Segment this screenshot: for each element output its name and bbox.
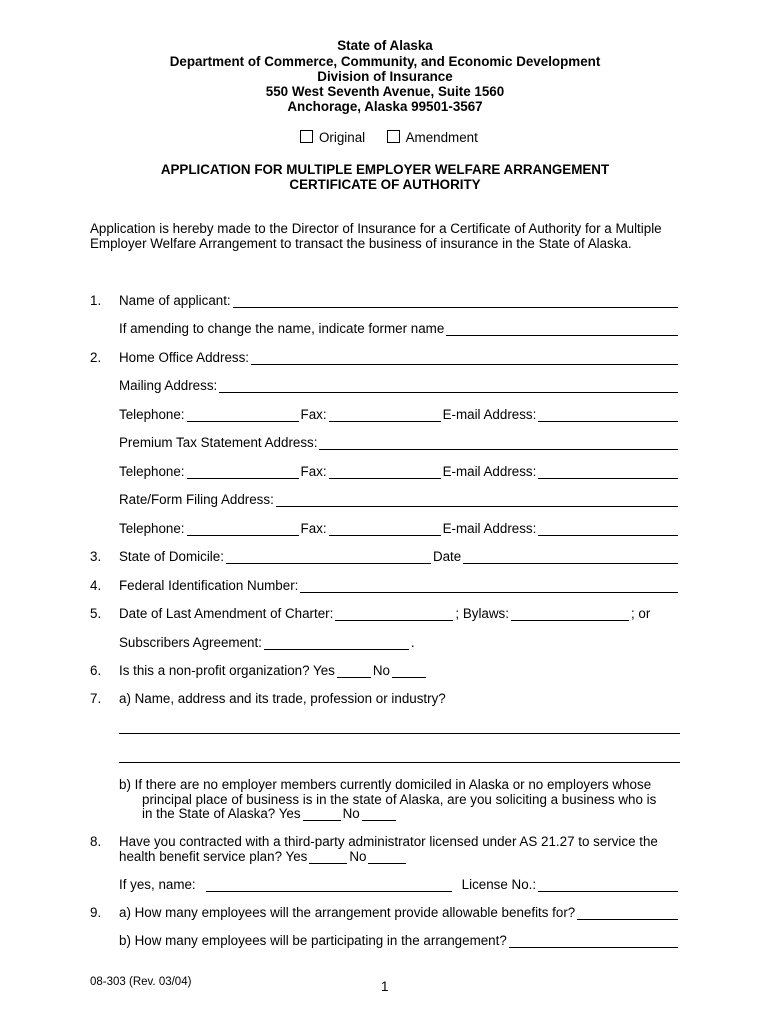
domicile-field[interactable] [226, 551, 431, 564]
intro-paragraph: Application is hereby made to the Director of Insurance for a Certificate of Authority for a Multiple Employer Welfare Arrangement to transact the business of insurance in the State of Alaska. [90, 221, 662, 251]
q7b-yes-field[interactable] [303, 808, 341, 821]
name-applicant-label: Name of applicant: [119, 293, 231, 308]
date-field[interactable] [463, 551, 678, 564]
former-name-label: If amending to change the name, indicate former name [119, 321, 445, 336]
form-title-line1: APPLICATION FOR MULTIPLE EMPLOYER WELFARE ARRANGEMENT [160, 162, 610, 177]
email-field-2[interactable] [538, 466, 678, 479]
tpa-name-field[interactable] [206, 879, 452, 892]
q9b-label: b) How many employees will be participating in the arrangement? [119, 933, 507, 948]
original-checkbox[interactable] [300, 130, 313, 143]
telephone-field-3[interactable] [187, 523, 299, 536]
nonprofit-no-field[interactable] [392, 665, 426, 678]
q8-no-field[interactable] [368, 851, 406, 864]
telephone-label: Telephone: [119, 407, 185, 422]
q7b-no-field[interactable] [362, 808, 396, 821]
page-number: 1 [381, 979, 389, 994]
name-applicant-field[interactable] [233, 295, 678, 308]
original-label: Original [319, 130, 366, 145]
fax-field-1[interactable] [329, 409, 441, 422]
q8-line2: health benefit service plan? Yes [119, 849, 308, 864]
subscribers-label: Subscribers Agreement: [119, 635, 262, 650]
mailing-label: Mailing Address: [119, 378, 218, 393]
rate-form-field[interactable] [276, 494, 678, 507]
home-office-label: Home Office Address: [119, 350, 249, 365]
header-address1: 550 West Seventh Avenue, Suite 1560 [265, 84, 505, 99]
item-number-8: 8. [90, 834, 102, 849]
nonprofit-no-label: No [372, 663, 391, 678]
q7a-answer-line-1[interactable] [119, 733, 680, 734]
premium-tax-label: Premium Tax Statement Address: [119, 435, 318, 450]
home-office-field[interactable] [251, 352, 678, 365]
q7b-line3: in the State of Alaska? Yes [142, 806, 301, 821]
item-number-2: 2. [90, 350, 102, 365]
item-number-1: 1. [90, 293, 102, 308]
fax-label: Fax: [300, 464, 327, 479]
header-department: Department of Commerce, Community, and Economic Development [169, 54, 601, 69]
application-type [300, 130, 478, 145]
mailing-field[interactable] [219, 380, 678, 393]
header-division: Division of Insurance [317, 69, 453, 84]
amend-charter-label: Date of Last Amendment of Charter: [119, 606, 334, 621]
q7b-line1: b) If there are no employer members currently domiciled in Alaska or no employers whose [119, 777, 652, 792]
fax-field-3[interactable] [329, 523, 441, 536]
former-name-field[interactable] [446, 323, 678, 336]
fax-label: Fax: [300, 407, 327, 422]
fax-field-2[interactable] [329, 466, 441, 479]
telephone-label: Telephone: [119, 464, 185, 479]
q7a-label: a) Name, address and its trade, profession or industry? [119, 691, 446, 706]
nonprofit-yes-field[interactable] [337, 665, 371, 678]
or-label: ; or [630, 606, 651, 621]
q8-no-label: No [349, 849, 367, 864]
if-yes-label: If yes, name: [119, 877, 196, 892]
fax-label: Fax: [300, 521, 327, 536]
rate-form-label: Rate/Form Filing Address: [119, 492, 274, 507]
q7b-no-label: No [342, 806, 360, 821]
q7a-answer-line-2[interactable] [119, 762, 680, 763]
header-state: State of Alaska [337, 38, 433, 53]
email-field-3[interactable] [538, 523, 678, 536]
q8-line1: Have you contracted with a third-party administrator licensed under AS 21.27 to service the [119, 834, 658, 849]
item-number-9: 9. [90, 905, 102, 920]
amendment-label: Amendment [405, 130, 478, 145]
fein-field[interactable] [300, 580, 678, 593]
q7b-line2: principal place of business is in the state of Alaska, are you soliciting a business who is [142, 792, 657, 807]
bylaws-label: ; Bylaws: [455, 606, 509, 621]
domicile-label: State of Domicile: [119, 549, 224, 564]
item-number-4: 4. [90, 578, 102, 593]
fein-label: Federal Identification Number: [119, 578, 299, 593]
item-number-3: 3. [90, 549, 102, 564]
item-number-7: 7. [90, 691, 102, 706]
date-label: Date [432, 549, 462, 564]
form-number: 08-303 (Rev. 03/04) [90, 976, 192, 988]
premium-tax-field[interactable] [319, 437, 678, 450]
q8-yes-field[interactable] [309, 851, 347, 864]
q9b-field[interactable] [509, 935, 678, 948]
amend-charter-field[interactable] [335, 608, 453, 621]
email-field-1[interactable] [538, 409, 678, 422]
item-number-5: 5. [90, 606, 102, 621]
item-number-6: 6. [90, 663, 102, 678]
form-title-line2: CERTIFICATE OF AUTHORITY [289, 177, 481, 192]
telephone-field-1[interactable] [187, 409, 299, 422]
nonprofit-label: Is this a non-profit organization? Yes [119, 663, 335, 678]
email-label: E-mail Address: [442, 521, 537, 536]
telephone-field-2[interactable] [187, 466, 299, 479]
subscribers-field[interactable] [264, 637, 409, 650]
telephone-label: Telephone: [119, 521, 185, 536]
q9a-label: a) How many employees will the arrangement provide allowable benefits for? [119, 905, 576, 920]
header-address2: Anchorage, Alaska 99501-3567 [287, 99, 483, 114]
subscribers-period: . [410, 635, 415, 650]
email-label: E-mail Address: [442, 407, 537, 422]
email-label: E-mail Address: [442, 464, 537, 479]
bylaws-field[interactable] [511, 608, 629, 621]
q9a-field[interactable] [577, 907, 678, 920]
license-field[interactable] [538, 879, 678, 892]
license-label: License No.: [461, 877, 537, 892]
amendment-checkbox[interactable] [387, 130, 400, 143]
